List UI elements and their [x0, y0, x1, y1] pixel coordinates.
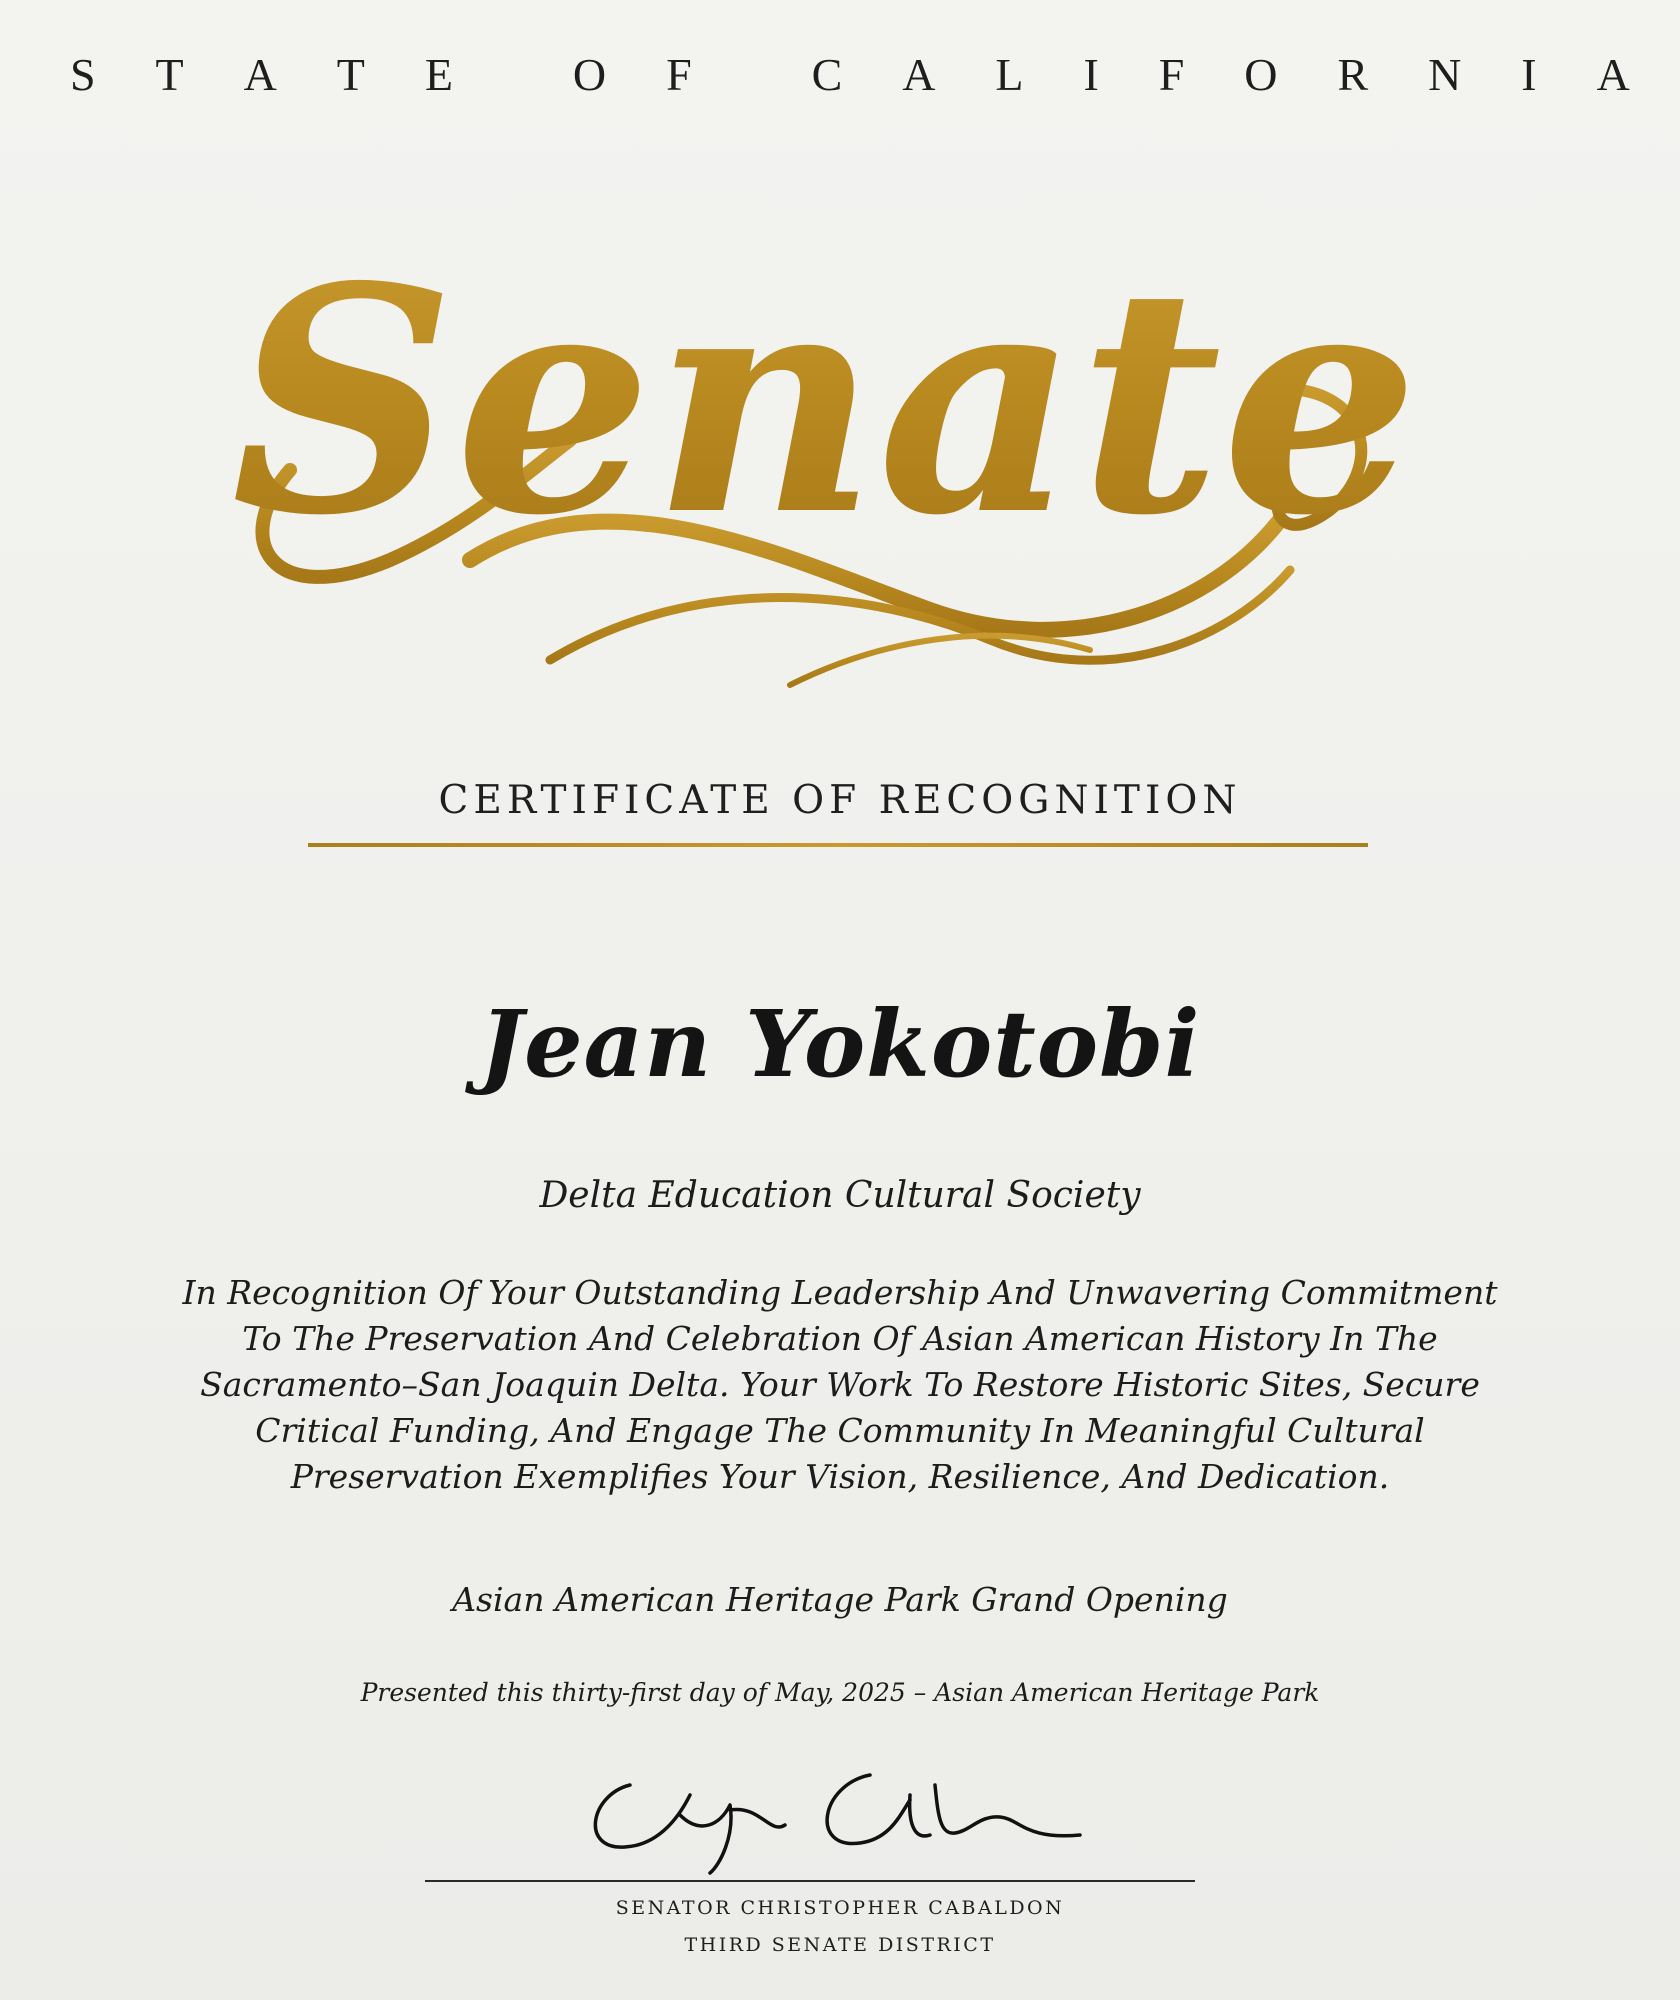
state-letter: N: [1428, 49, 1462, 100]
citation-line: Preservation Exemplifies Your Vision, Resilience, And Dedication.: [290, 1457, 1390, 1496]
state-letter: T: [155, 49, 184, 100]
senate-logo-text: Senate: [231, 220, 1419, 584]
organization-name: Delta Education Cultural Society: [539, 1175, 1141, 1216]
citation-line: In Recognition Of Your Outstanding Leadership And Unwavering Commitment: [182, 1273, 1498, 1312]
state-letter: I: [1521, 49, 1537, 100]
state-letter: O: [572, 49, 607, 100]
state-letter: T: [336, 49, 365, 100]
state-letter: O: [1244, 49, 1278, 100]
event-name: Asian American Heritage Park Grand Opening: [452, 1580, 1228, 1619]
state-letter: A: [902, 49, 936, 100]
state-letter: F: [666, 49, 692, 100]
state-letter: A: [243, 49, 277, 100]
state-of-california-heading: [70, 48, 1630, 101]
senator-name: SENATOR CHRISTOPHER CABALDON: [615, 1897, 1065, 1919]
state-letter: L: [995, 49, 1024, 100]
handwritten-signature: [570, 1755, 1090, 1875]
gold-divider: [308, 843, 1368, 847]
state-letter: F: [1158, 49, 1185, 100]
presented-date-line: Presented this thirty-first day of May, 2025 – Asian American Heritage Park: [360, 1678, 1320, 1707]
citation-line: Sacramento–San Joaquin Delta. Your Work To Restore Historic Sites, Secure: [200, 1365, 1480, 1404]
state-letter: S: [70, 49, 96, 100]
state-letter: E: [424, 49, 453, 100]
state-letter: C: [811, 49, 843, 100]
citation-text: [180, 1270, 1500, 1500]
certificate-title: CERTIFICATE OF RECOGNITION: [438, 778, 1242, 823]
state-letter: I: [1083, 49, 1099, 100]
state-letter: R: [1337, 49, 1369, 100]
citation-line: Critical Funding, And Engage The Community In Meaningful Cultural: [255, 1411, 1425, 1450]
state-letter: A: [1596, 49, 1630, 100]
senate-district: THIRD SENATE DISTRICT: [684, 1934, 996, 1956]
recipient-name: Jean Yokotobi: [479, 990, 1201, 1098]
citation-line: To The Preservation And Celebration Of Asian American History In The: [242, 1319, 1438, 1358]
senate-gold-logo: [230, 140, 1420, 700]
signature-line: [425, 1880, 1195, 1882]
